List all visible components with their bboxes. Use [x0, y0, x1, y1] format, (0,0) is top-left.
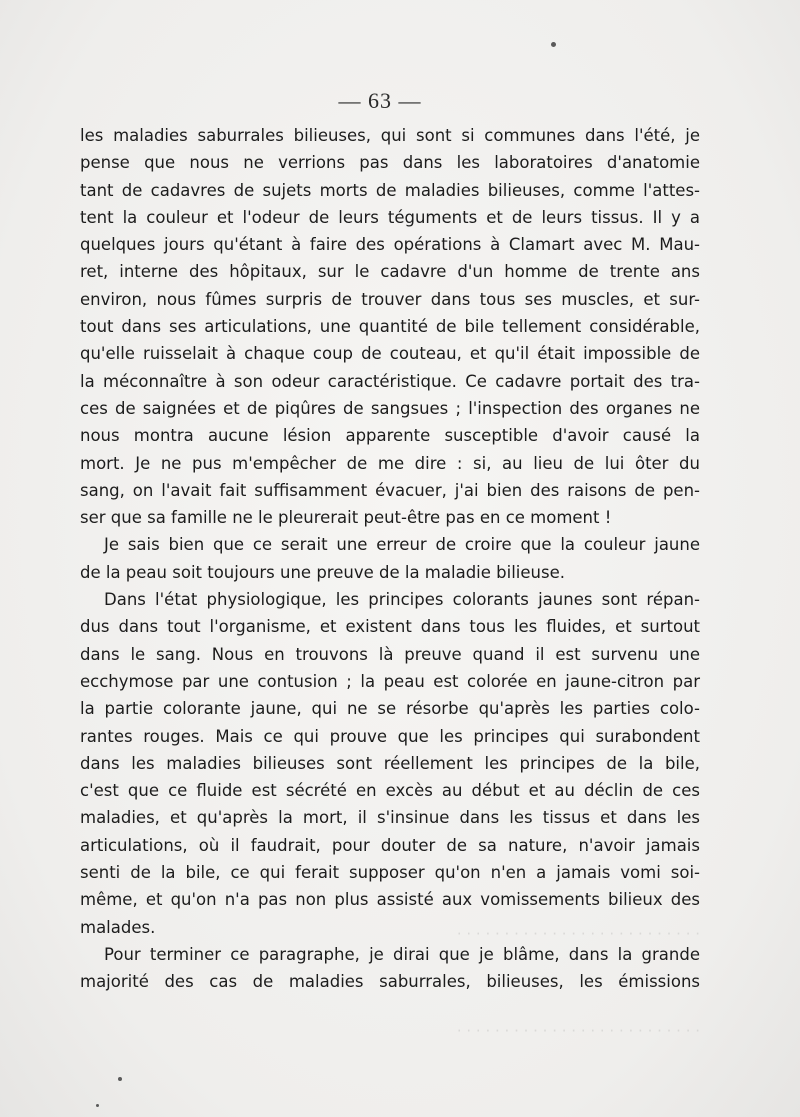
text-line: dans le sang. Nous en trouvons là preuve quand il est survenu une: [80, 644, 700, 664]
text-line: dans les maladies bilieuses sont réellement les principes de la bile,: [80, 753, 700, 773]
body-text: [80, 122, 700, 996]
text-line: dus dans tout l'organisme, et existent dans tous les fluides, et surtout: [80, 617, 700, 637]
text-line: ecchymose par une contusion ; la peau est colorée en jaune-citron par: [80, 671, 700, 691]
text-line: articulations, où il faudrait, pour douter de sa nature, n'avoir jamais: [80, 835, 700, 855]
text-line: Pour terminer ce paragraphe, je dirai que je blâme, dans la grande: [104, 944, 700, 964]
text-line: ret, interne des hôpitaux, sur le cadavre d'un homme de trente ans: [80, 262, 700, 282]
text-line: tout dans ses articulations, une quantité de bile tellement considérable,: [80, 317, 700, 337]
text-line: qu'elle ruisselait à chaque coup de couteau, et qu'il était impossible de: [80, 344, 700, 364]
text-line: senti de la bile, ce qui ferait supposer qu'on n'en a jamais vomi soi-: [80, 863, 700, 883]
text-line: environ, nous fûmes surpris de trouver dans tous ses muscles, et sur-: [80, 289, 700, 309]
ink-speck: [96, 1104, 99, 1107]
text-line: rantes rouges. Mais ce qui prouve que les principes qui surabondent: [80, 726, 700, 746]
text-line: de la peau soit toujours une preuve de la maladie bilieuse.: [80, 562, 565, 582]
text-line: nous montra aucune lésion apparente susceptible d'avoir causé la: [80, 426, 700, 446]
text-line: pense que nous ne verrions pas dans les laboratoires d'anatomie: [80, 153, 700, 173]
text-line: maladies, et qu'après la mort, il s'insinue dans les tissus et dans les: [80, 808, 700, 828]
text-line: tent la couleur et l'odeur de leurs téguments et de leurs tissus. Il y a: [80, 207, 700, 227]
ink-speck: [551, 42, 556, 47]
text-line: la partie colorante jaune, qui ne se résorbe qu'après les parties colo-: [80, 699, 700, 719]
text-line: Dans l'état physiologique, les principes colorants jaunes sont répan-: [104, 590, 700, 610]
show-through-text: · · · · · · · · · · · · · · · · · · · · · · · · · ·: [456, 1022, 700, 1040]
text-line: tant de cadavres de sujets morts de maladies bilieuses, comme l'attes-: [80, 180, 700, 200]
text-line: Je sais bien que ce serait une erreur de croire que la couleur jaune: [104, 535, 700, 555]
page-number: — 63 —: [338, 88, 422, 113]
show-through-text: · · · · · · · · · · · · · · · · · · · · · · · · · ·: [456, 925, 700, 943]
text-line: sang, on l'avait fait suffisamment évacuer, j'ai bien des raisons de pen-: [80, 480, 700, 500]
text-line: c'est que ce fluide est sécrété en excès au début et au déclin de ces: [80, 781, 700, 801]
text-line: mort. Je ne pus m'empêcher de me dire : si, au lieu de lui ôter du: [80, 453, 700, 473]
text-line: les maladies saburrales bilieuses, qui sont si communes dans l'été, je: [80, 126, 700, 145]
text-line: malades.: [80, 917, 156, 937]
text-line: la méconnaître à son odeur caractéristique. Ce cadavre portait des tra-: [80, 371, 700, 391]
text-line: ser que sa famille ne le pleurerait peut-être pas en ce moment !: [80, 508, 612, 528]
text-line: ces de saignées et de piqûres de sangsues ; l'inspection des organes ne: [80, 398, 700, 418]
text-line: quelques jours qu'étant à faire des opérations à Clamart avec M. Mau-: [80, 235, 700, 255]
ink-speck: [118, 1077, 122, 1081]
text-line: même, et qu'on n'a pas non plus assisté aux vomissements bilieux des: [80, 890, 700, 910]
text-line: majorité des cas de maladies saburrales, bilieuses, les émissions: [80, 972, 700, 992]
